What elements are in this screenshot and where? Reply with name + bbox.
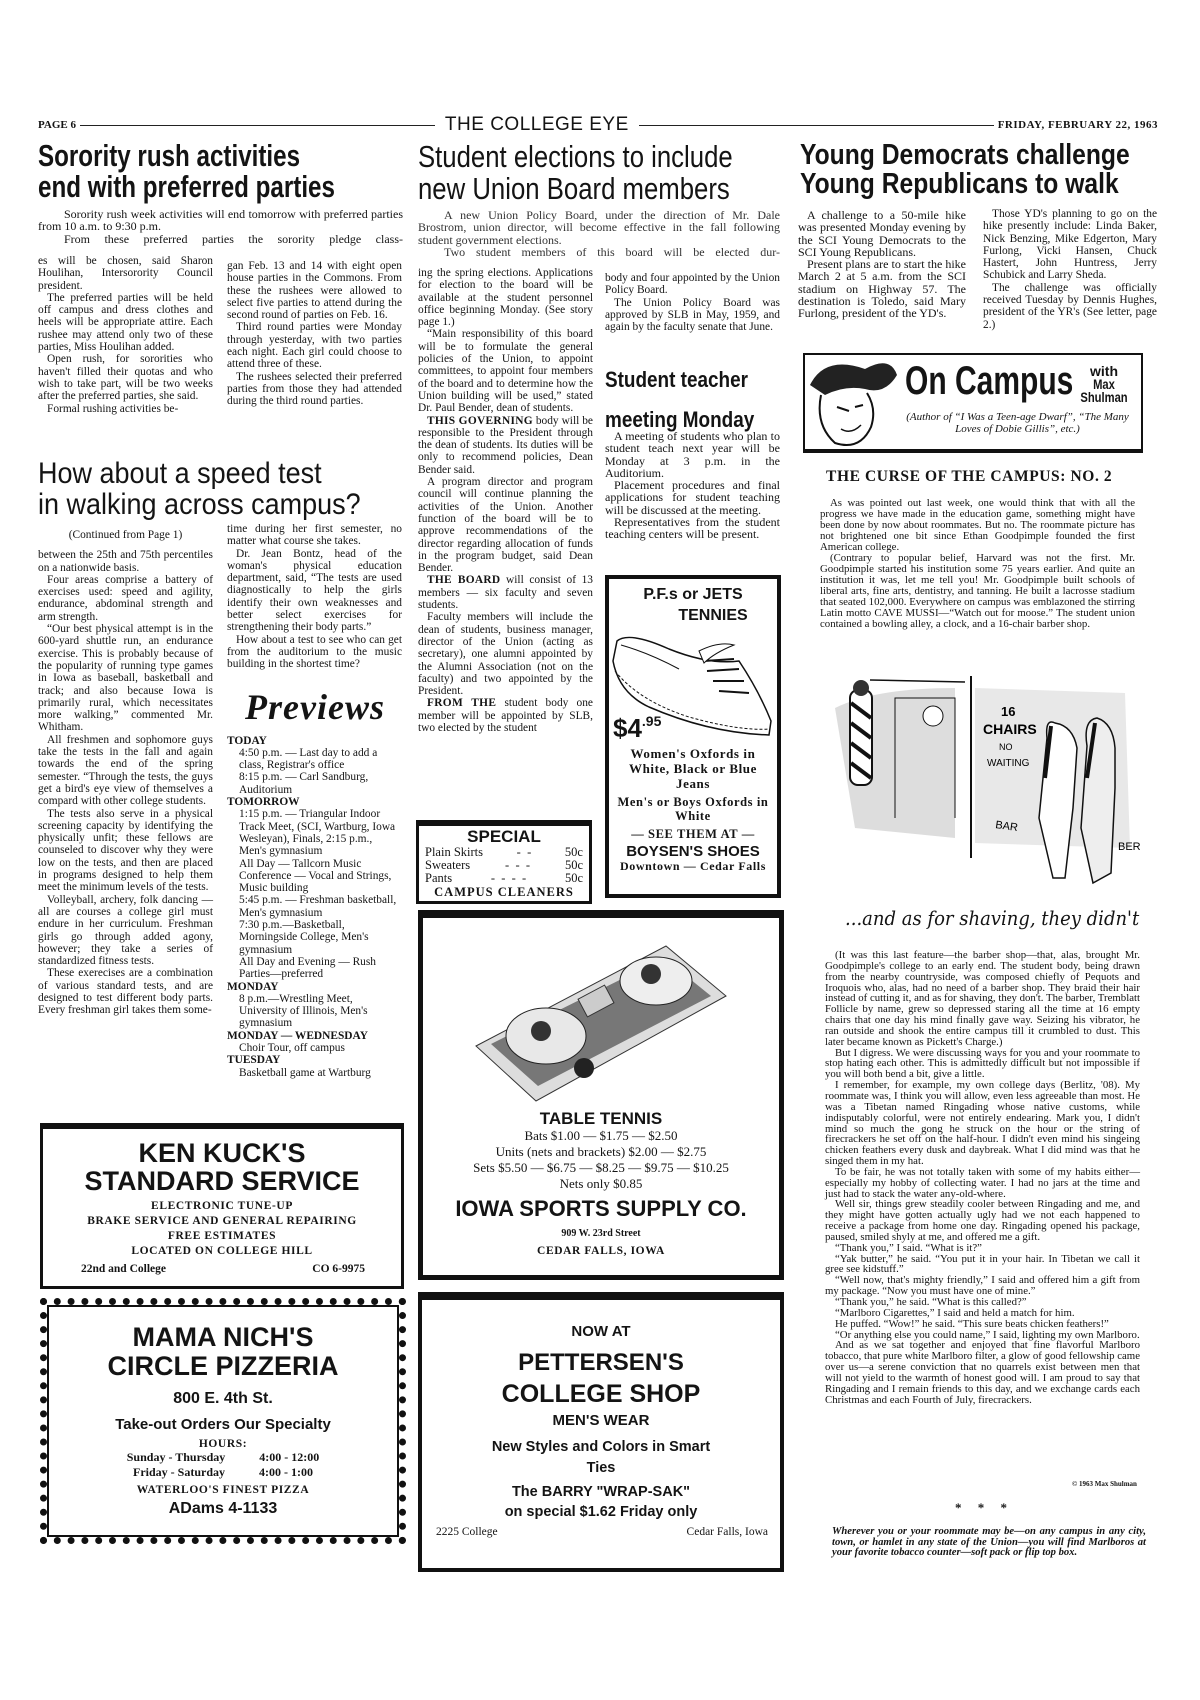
preview-event: 4:50 p.m. — Last day to add a class, Registrar's office	[239, 746, 378, 772]
ad-mens-line: Men's or Boys Oxfords in White	[617, 794, 769, 823]
item-name: Sweaters	[425, 857, 471, 872]
ad-line: Nets only $0.85	[559, 1175, 643, 1191]
caricature-illustration	[805, 355, 900, 451]
previews-title: Previews	[245, 686, 385, 727]
paragraph: As was pointed out last week, one would think that with all the progress we have made in the education game, something might have been done by now about roommates. But no. The roommate picture has not brightened one bit since Ethan Goodpimple founded the first American college.	[820, 497, 1135, 553]
paragraph: THIS GOVERNING body will be responsible to the President through the dean of students. Its duties will be only to recommend policies, Dean Bender said.	[418, 414, 593, 476]
ad-styles: New Styles and Colors in Smart Ties	[491, 1438, 711, 1476]
ad-line: BRAKE SERVICE AND GENERAL REPAIRING	[87, 1214, 357, 1227]
paragraph: I remember, for example, my own college days (Berlitz, '08). My roommate was, I think you will allow, even less agreeable than most. He was a Tibetan named Ringading whose native customs, while indisputably colorful, were not entirely endearing. Mark you, I didn't mind so much the gong he struck on the hour or the string of firecrackers he set off on the half-hour. I didn't even mind his singeing chicken feathers every dusk and daybreak. What I did mind was that he singed them in my hat.	[825, 1079, 1140, 1168]
price-row	[425, 846, 583, 859]
paragraph: Placement procedures and final applications for student teaching will be discussed at the meeting.	[605, 478, 780, 517]
paragraph: “Thank you,” I said. “What is it?”	[835, 1241, 982, 1254]
union-headline	[418, 141, 797, 205]
paragraph: “Marlboro Cigarettes,” I said and held a match for him.	[835, 1306, 1075, 1319]
paragraph: He puffed. “Wow!” he said. “This sure beats chicken feathers!”	[835, 1317, 1109, 1330]
yd-column-1	[798, 209, 966, 320]
ad-line: FREE ESTIMATES	[167, 1229, 277, 1242]
previews-list	[227, 735, 402, 1079]
ad-location: Downtown — Cedar Falls	[620, 859, 766, 874]
sorority-column-2	[227, 260, 402, 408]
paragraph-lead-in: THE BOARD	[427, 574, 501, 587]
page-number: PAGE 6	[38, 119, 76, 131]
paragraph: Faculty members will include the dean of students, business manager, director of the Union (acting as secretary), one alumni appointed by the Alumni Association (not on the faculty) and two appointed by the President.	[418, 611, 593, 698]
ad-city: CEDAR FALLS, IOWA	[537, 1244, 665, 1257]
ad-phone: ADams 4-1133	[168, 1499, 278, 1517]
item-price: 50c	[564, 870, 583, 885]
preview-day-heading: MONDAY — WEDNESDAY	[227, 1029, 368, 1042]
mama-nichs-ad	[40, 1298, 406, 1544]
preview-event: 8 p.m.—Wrestling Meet, University of Illinois, Men's gymnasium	[239, 992, 368, 1030]
ad-title: TENNIES	[678, 606, 748, 624]
newspaper-name: THE COLLEGE EYE	[444, 114, 629, 135]
paragraph: The Union Policy Board was approved by SLB in May, 1959, and again by the faculty senate that June.	[605, 296, 780, 334]
preview-event: Basketball game at Wartburg	[239, 1066, 371, 1079]
campus-cleaners-ad	[416, 820, 592, 904]
paragraph-lead-in: THIS GOVERNING	[427, 414, 533, 427]
author-byline: (Author of “I Was a Teen-age Dwarf”, “The Many Loves of Dobie Gillis”, etc.)	[906, 411, 1129, 435]
paragraph: “Well now, that's mighty friendly,” I said and offered him a gift from my package. “Now you must have one of mine.”	[825, 1274, 1140, 1298]
paragraph: Present plans are to start the hike March 2 at 5 a.m. from the SCI stadium on Highway 57. The destination is Toledo, said Mary Furlong, president of the YD's.	[798, 257, 966, 321]
item-price: 50c	[564, 844, 583, 859]
ad-line: Units (nets and brackets) $2.00 — $2.75	[495, 1143, 707, 1159]
divider	[80, 125, 435, 126]
hours-days: Sunday - Thursday	[126, 1449, 226, 1464]
paragraph: “Thank you,” he said. “What is this called?”	[835, 1296, 1027, 1308]
sorority-lead	[38, 208, 403, 245]
ad-title: KEN KUCK'S	[138, 1138, 306, 1168]
ad-department: MEN'S WEAR	[552, 1412, 650, 1430]
paragraph: time during her first semester, no matter what course she takes.	[227, 523, 402, 548]
ad-line: LOCATED ON COLLEGE HILL	[131, 1244, 313, 1257]
item-name: Pants	[425, 870, 453, 885]
price-row	[425, 859, 583, 872]
shulman-part-1	[820, 498, 1135, 630]
cartoon-window-text: BER	[1118, 841, 1141, 853]
ad-title: PETTERSEN'S	[518, 1348, 684, 1376]
paragraph: A program director and program council will continue planning the activities of the Union. Another function of the board will be to approve recommendations of the director regarding allocation of funds in the program budget, said Dean Bender.	[418, 476, 593, 575]
headline-line: Young Republicans to walk	[800, 168, 1119, 200]
paragraph: (It was this last feature—the barber shop—that, alas, brought Mr. Goodpimple's college to an early end. The student body, being drawn from the nearby countryside, was composed chiefly of Pequots and Iroquois who, alas, had no need of a barber shop. They braid their hair instead of cutting it, and as for shaving, they don't. The barber, Tremblatt Follicle by name, grew so depressed staring all the time at 16 empty chairs that one day his mind finally gave way. Seizing his vibrator, he ran outside and shook the entire campus till it crumbled to dust. This later became known as Pickett's Charge.)	[825, 949, 1140, 1048]
paragraph: These exerecises are a combination of various standard tests, and are designed to test different body parts. Every freshman girl takes them some-	[38, 967, 213, 1017]
cartoon-caption: ...and as for shaving, they didn't	[845, 906, 1140, 930]
ad-special-price: on special $1.62 Friday only	[504, 1504, 698, 1521]
headline-line: new Union Board members	[418, 171, 730, 206]
table-tennis-set-illustration	[466, 936, 736, 1106]
price-list	[425, 846, 583, 885]
cartoon-sign-text: CHAIRS	[983, 721, 1037, 737]
lead-paragraph: A new Union Policy Board, under the direction of Mr. Dale Brostrom, union director, will become effective in the fall following student government elections.	[418, 208, 780, 247]
preview-event: 7:30 p.m.—Basketball, Morningside College, Men's gymnasium	[239, 919, 369, 956]
iowa-sports-supply-ad	[418, 910, 784, 1280]
ad-address: 2225 College	[436, 1526, 498, 1539]
ad-title: SPECIAL	[467, 827, 541, 846]
ad-address: 22nd and College	[81, 1262, 166, 1275]
paragraph: Formal rushing activities be-	[47, 402, 179, 415]
preview-day-heading: TOMORROW	[227, 796, 300, 809]
ad-company-name: IOWA SPORTS SUPPLY CO.	[455, 1195, 747, 1221]
paragraph: And as we sat together and enjoyed that fine flavorful Marlboro tobacco, that pure white Marlboro filter, a glow of good fellowship came over us—a serene conviction that no quarrels exist between men that will not yield to the warmth of honest good will. I am proud to say that Ringading and I remain friends to this day, and we exchange cards each Christmas and each Fourth of July, firecrackers.	[825, 1339, 1140, 1406]
paragraph: To be fair, he was not totally taken with some of my habits either—especially my hobby of collecting water. I had no jars at the time and just had to stack the water any-old-where.	[825, 1165, 1140, 1200]
headline-line: end with preferred parties	[38, 169, 335, 204]
union-column-2	[605, 272, 780, 333]
lead-paragraph: Sorority rush week activities will end tomorrow with preferred parties from 10 a.m. to 9:30 p.m.	[38, 207, 403, 234]
paragraph: Volleyball, archery, folk dancing — all are courses a college girl must endure in her curriculum. Freshman girls go through added agony, however; they take a series of standardized fitness tests.	[38, 893, 213, 968]
hours-time: 4:00 - 12:00	[259, 1449, 320, 1464]
paragraph: The challenge was officially received Tuesday by Dennis Hughes, president of the YR's (See letter, page 2.)	[983, 281, 1157, 331]
preview-event: All Day and Evening — Rush Parties—preferred	[239, 955, 376, 981]
price-lines	[423, 1128, 779, 1192]
preview-day-heading: MONDAY	[227, 980, 279, 993]
headline-line: How about a speed test	[38, 457, 322, 490]
cartoon-sign-text: 16	[1001, 704, 1016, 719]
preview-day-heading: TODAY	[227, 734, 267, 747]
copyright-notice: © 1963 Max Shulman	[1072, 1480, 1137, 1488]
paragraph: ing the spring elections. Applications for election to the board will be available at the student personnel office beginning Monday. (See story page 1.)	[418, 267, 593, 329]
headline-line: Student elections to include	[418, 139, 733, 174]
price: $4	[613, 712, 642, 743]
paragraph: “Or anything else you could name,” I said, lighting my own Marlboro.	[835, 1328, 1140, 1341]
paragraph: But I digress. We were discussing ways for you and your roommate to stop hating each other. This is admittedly difficult but not impossible if you will both bend a bit, give a little.	[825, 1046, 1140, 1081]
paragraph: Well sir, things grew steadily cooler between Ringading and me, and they might have gotten actually ugly had we not each happened to receive a package from home one day. Ringading opened his package, paused, smiled shyly at me, and offered me a gift.	[825, 1198, 1140, 1243]
paragraph: A challenge to a 50-mile hike was presented Monday evening by the SCI Young Democrats to the SCI Young Republicans.	[798, 208, 966, 259]
ad-womens-line: Women's Oxfords in White, Black or Blue Jeans	[628, 745, 758, 791]
barber-shop-cartoon	[815, 668, 1145, 893]
ad-slogan: WATERLOO'S FINEST PIZZA	[136, 1483, 310, 1496]
teacher-headline	[605, 360, 779, 440]
paragraph: The rushees selected their preferred parties from those they had attended during the third round parties.	[227, 370, 402, 408]
paragraph: All freshmen and sophomore guys take the tests in the fall and again towards the end of the spring semester. “Through the tests, the guys get a bird's eye view of themselves a compard with other college students.	[38, 733, 213, 808]
ad-now-at: NOW AT	[571, 1323, 631, 1340]
headline-line: meeting Monday	[605, 407, 755, 432]
cartoon-window-text: BAR	[994, 819, 1019, 835]
hours-row	[47, 1450, 399, 1465]
item-leader: - -	[516, 844, 532, 859]
ad-tagline: Take-out Orders Our Specialty	[115, 1415, 331, 1433]
hours-days: Friday - Saturday	[132, 1464, 225, 1479]
hours-label: HOURS:	[198, 1437, 248, 1450]
paragraph: “Yak butter,” he said. “You put it in your hair. In Tibetan we call it gree see kidstuff.”	[825, 1252, 1140, 1276]
with-label: with	[1090, 363, 1118, 379]
preview-day-heading: TUESDAY	[227, 1054, 281, 1067]
boysens-shoes-ad	[605, 575, 781, 898]
pettersens-ad	[418, 1292, 784, 1572]
paragraph: between the 25th and 75th percentiles on a nationwide basis.	[38, 549, 213, 574]
paragraph: (Contrary to popular belief, Harvard was not the first. Mr. Goodpimple started his institution some 75 years earlier. And quite an institution it was, let me tell you! Mr. Goodpimple built schools of liberal arts, fine arts, dentistry, and tanning. He built a lacrosse stadium that seated 102,000. Everywhere on campus was emblazoned the stirring Latin motto CAVE MUSSI—“Watch out for moose.” The student union contained a bowling alley, a clock, and a 16-chair barber shop.	[820, 552, 1135, 630]
teacher-body	[605, 430, 780, 541]
ad-line: Sets $5.50 — $6.75 — $8.25 — $9.75 — $10.25	[473, 1159, 729, 1175]
ad-phone: CO 6-9975	[312, 1262, 365, 1275]
paragraph: THE BOARD will consist of 13 members — six faculty and seven students.	[418, 574, 593, 612]
paragraph: FROM THE student body one member will be appointed by SLB, two elected by the student	[418, 697, 593, 734]
section-separator: * * *	[955, 1500, 1007, 1515]
ad-product: The BARRY "WRAP-SAK"	[511, 1483, 691, 1500]
paragraph: “Main responsibility of this board will be to formulate the general policies of the Union, to appoint committees, to appoint four members of the board and to determine how the Union building will be used,” stated Dr. Paul Bender, dean of students.	[418, 328, 593, 415]
hours-table	[47, 1450, 399, 1480]
issue-date: FRIDAY, FEBRUARY 22, 1963	[997, 119, 1159, 131]
masthead	[38, 116, 1158, 134]
ad-city: Cedar Falls, Iowa	[686, 1526, 768, 1539]
paragraph: Open rush, for sororities who haven't filled their quotas and who wish to take part, will be two weeks after the preferred parties, she said.	[38, 353, 213, 403]
yd-column-2	[983, 208, 1157, 331]
ad-store-name: BOYSEN'S SHOES	[626, 842, 760, 860]
hours-row	[47, 1465, 399, 1480]
price-cents: .95	[641, 712, 662, 729]
ad-see-them: — SEE THEM AT —	[631, 826, 755, 841]
ad-title: COLLEGE SHOP	[501, 1379, 701, 1408]
continued-from-note: (Continued from Page 1)	[68, 529, 183, 541]
speedtest-column-1	[38, 549, 213, 1016]
marlboro-tagline: Wherever you or your roommate may be—on any campus in any city, town, or hamlet in any state of the Union—you will find Marlboros at your favorite tobacco counter—soft pack or flip top box.	[832, 1526, 1146, 1559]
union-column-1	[418, 267, 593, 734]
cartoon-sign-text: NO	[999, 742, 1013, 752]
column-title: THE CURSE OF THE CAMPUS: NO. 2	[826, 468, 1113, 485]
hours-time: 4:00 - 1:00	[259, 1464, 313, 1479]
preview-event: All Day — Tallcorn Music Conference — Vocal and Strings, Music building	[239, 857, 392, 895]
ad-title: P.F.s or JETS	[643, 586, 743, 603]
paragraph-lead-in: FROM THE	[427, 697, 497, 710]
paragraph: Representatives from the student teaching centers will be present.	[605, 515, 780, 542]
headline-line: Young Democrats challenge	[800, 139, 1130, 171]
paragraph: “Our best physical attempt is in the 600-yard shuttle run, an endurance exercise. This is probably because of the popularity of running type games in Iowa as baseball, basketball and track; and also because Iowa is primarily rural, which necessitates more walking,” commented Mr. Whitham.	[38, 623, 213, 734]
ad-address: 800 E. 4th St.	[173, 1390, 273, 1407]
paragraph: The preferred parties will be held off campus and dress clothes and heels will be appropriate attire. Each rushee may attend only two of these parties, Miss Houlihan added.	[38, 291, 213, 354]
sorority-column-1	[38, 255, 213, 415]
on-campus-banner	[803, 353, 1143, 453]
headline-line: in walking across campus?	[38, 488, 361, 521]
ad-line: Bats $1.00 — $1.75 — $2.50	[524, 1127, 678, 1143]
price-row	[425, 872, 583, 885]
ken-kuck-ad	[40, 1123, 404, 1289]
speedtest-column-2	[227, 523, 402, 671]
paragraph: The tests also serve in a physical screening capacity by identifying the physically unfit; these fellows are counseled to discover why they were low on the tests, and then are placed in programs designed to help them meet the minimum levels of the tests.	[38, 807, 213, 894]
item-leader: - - -	[505, 857, 531, 872]
paragraph: Third round parties were Monday through yesterday, with two parties each night. Each girl could choose to attend three of these.	[227, 321, 402, 371]
item-price: 50c	[564, 857, 583, 872]
paragraph: Four areas comprise a battery of exercises used: speed and agility, endurance, abdominal strength and arm strength.	[38, 573, 213, 623]
paragraph: gan Feb. 13 and 14 with eight open house parties in the Commons. From these the rushees were allowed to select five parties to attend during the second round of parties on Feb. 16.	[227, 260, 402, 322]
ad-line: ELECTRONIC TUNE-UP	[151, 1199, 293, 1212]
on-campus-logo: On Campus	[905, 359, 1074, 403]
ad-business-name: CAMPUS CLEANERS	[434, 884, 574, 899]
lead-paragraph: Two student members of this board will be elected dur-	[444, 244, 780, 259]
ad-title: TABLE TENNIS	[539, 1109, 663, 1128]
ad-address: 909 W. 23rd Street	[561, 1227, 641, 1239]
paragraph: Dr. Jean Bontz, head of the woman's physical education department, said, “The tests are used diagnostically to help the girls identify their own weaknesses and better select exercises for strengthening their body parts.”	[227, 547, 402, 634]
preview-event: 1:15 p.m. — Triangular Indoor Track Meet, (SCI, Wartburg, Iowa Wesleyan), Finals, 2:15 p.m., Men's gymnasium	[239, 808, 396, 858]
ad-title: CIRCLE PIZZERIA	[107, 1351, 339, 1381]
headline-line: Sorority rush activities	[38, 138, 301, 173]
preview-event: 5:45 p.m. — Freshman basketball, Men's gymnasium	[239, 894, 397, 919]
headline-line: Student teacher	[605, 367, 748, 392]
yd-headline	[800, 141, 1188, 199]
paragraph: es will be chosen, said Sharon Houlihan, Intersorority Council president.	[38, 255, 213, 292]
item-name: Plain Skirts	[425, 844, 483, 859]
ad-service-lines	[43, 1199, 401, 1259]
sorority-headline	[38, 140, 419, 202]
paragraph: body and four appointed by the Union Policy Board.	[605, 272, 780, 297]
author-credit	[1067, 365, 1141, 404]
union-lead	[418, 209, 780, 258]
paragraph: How about a test to see who can get from the auditorium to the music building in the shortest time?	[227, 633, 402, 671]
preview-event: 8:15 p.m. — Carl Sandburg, Auditorium	[239, 771, 369, 796]
divider	[639, 125, 994, 126]
lead-paragraph: From these preferred parties the sorority pledge class-	[64, 231, 403, 246]
shulman-part-2	[825, 950, 1140, 1405]
cartoon-sign-text: WAITING	[987, 758, 1030, 769]
paragraph: A meeting of students who plan to student teach next year will be Monday at 3 p.m. in the Auditorium.	[605, 429, 780, 480]
paragraph: Those YD's planning to go on the hike presently include: Linda Baker, Nick Benzing, Mike Edgerton, Mary Furlong, Vicki Hansen, Chuck Hastert, John Huntress, Jerry Schubick and Larry Sheda.	[983, 208, 1157, 282]
preview-event: Choir Tour, off campus	[239, 1041, 345, 1054]
speedtest-headline	[38, 458, 397, 520]
ad-title: MAMA NICH'S	[132, 1322, 314, 1352]
author-name: Max Shulman	[1080, 376, 1128, 405]
ad-title: STANDARD SERVICE	[84, 1166, 360, 1197]
item-leader: - - - -	[490, 870, 527, 885]
